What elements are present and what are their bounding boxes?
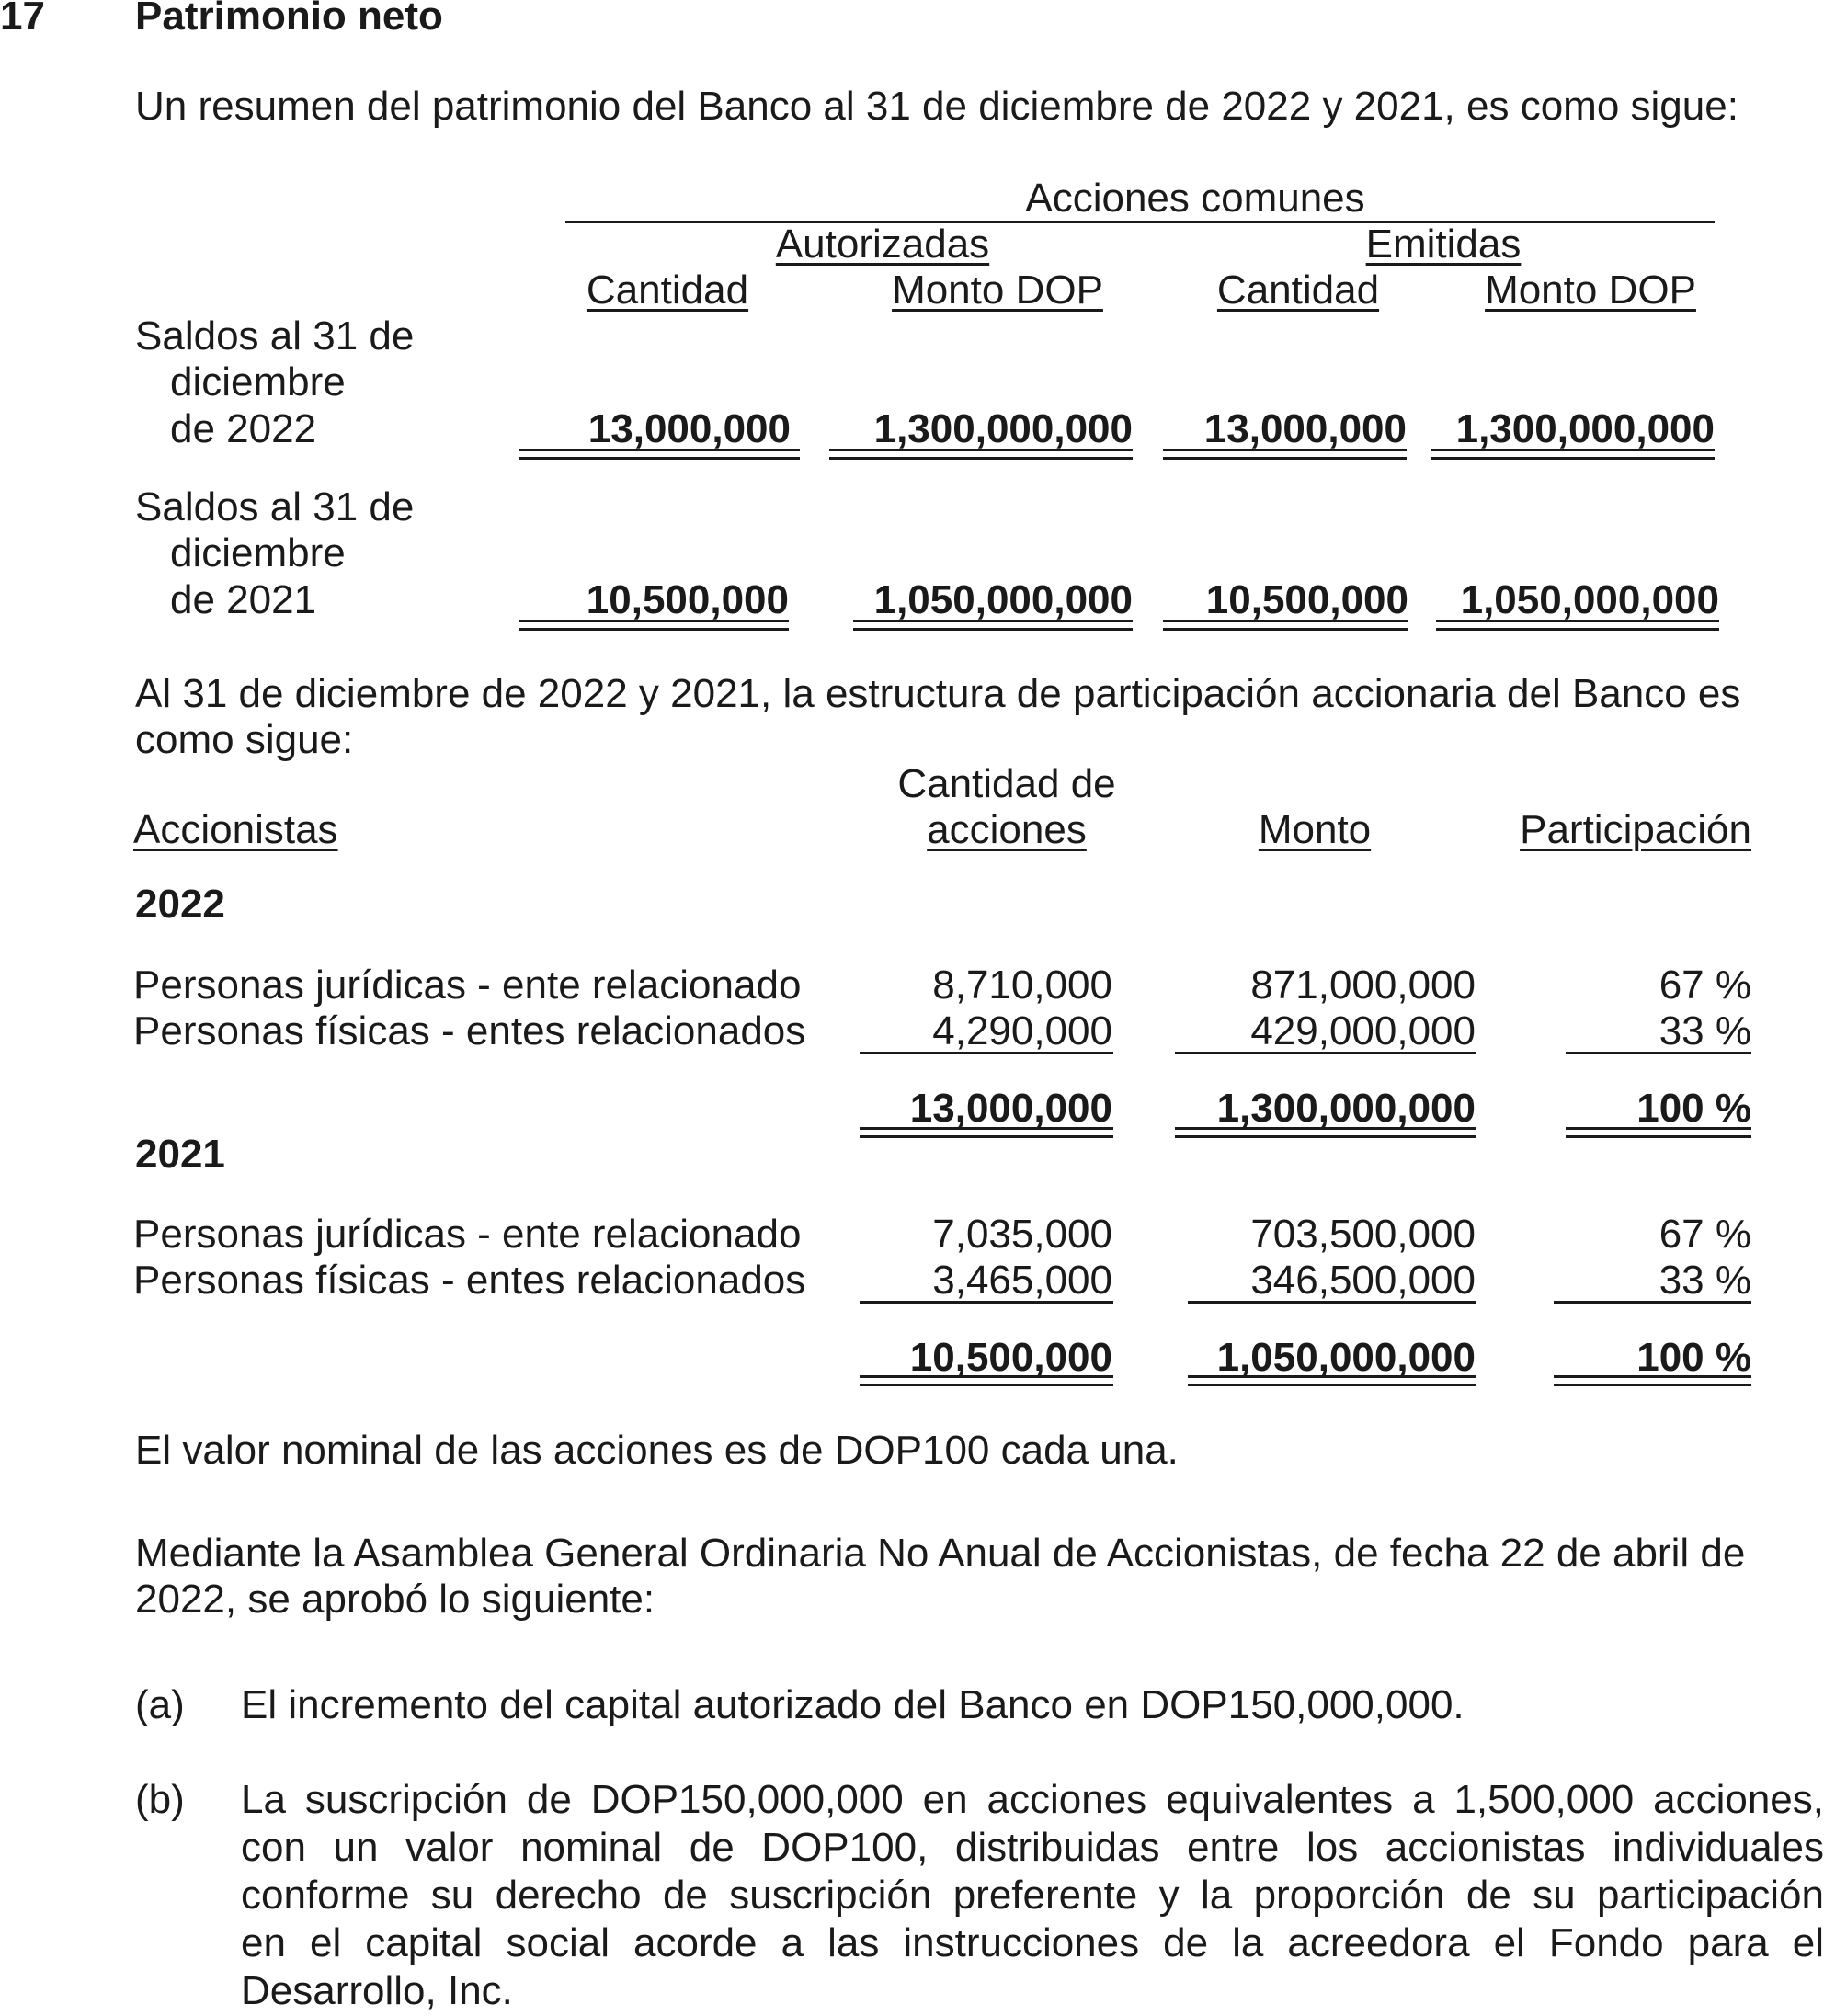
- value-cantidad-emitidas: 10,500,000: [1205, 577, 1408, 622]
- amount-value: 703,500,000: [1250, 1212, 1476, 1257]
- nominal-value-paragraph: El valor nominal de las acciones es de DOP100 cada una.: [135, 1428, 1179, 1473]
- total-shares: 13,000,000: [909, 1086, 1112, 1131]
- text-line: con un valor nominal de DOP100, distribuidas entre los accionistas individuales: [241, 1825, 1824, 1870]
- subgroup-autorizadas: Autorizadas: [775, 222, 990, 267]
- section-number: 17: [0, 0, 45, 39]
- list-item-text: [241, 1776, 1824, 2015]
- pct-value: 33 %: [1659, 1008, 1751, 1054]
- text-line: en el capital social acorde a las instrucciones de la acreedora el Fondo para el: [241, 1920, 1824, 1965]
- section-title: Patrimonio neto: [135, 0, 443, 39]
- value-monto-autorizadas: 1,300,000,000: [873, 406, 1133, 451]
- value-cantidad-autorizadas: 10,500,000: [586, 577, 789, 622]
- row-label-line-1: Saldos al 31 de: [135, 313, 415, 359]
- double-rule: [860, 1127, 1113, 1138]
- double-rule: [853, 620, 1133, 631]
- text-line: conforme su derecho de suscripción preferente y la proporción de su participación: [241, 1873, 1824, 1918]
- row-label-line-2: diciembre: [170, 359, 346, 404]
- shares-value: 3,465,000: [932, 1258, 1112, 1303]
- shareholder-name: Personas físicas - entes relacionados: [133, 1258, 806, 1303]
- double-rule: [1566, 1127, 1751, 1138]
- double-rule: [1163, 620, 1408, 631]
- value-cantidad-autorizadas: 13,000,000: [587, 406, 791, 451]
- intro-paragraph: Un resumen del patrimonio del Banco al 31 de diciembre de 2022 y 2021, es como sigue:: [135, 84, 1738, 129]
- value-monto-autorizadas: 1,050,000,000: [873, 577, 1133, 622]
- total-pct: 100 %: [1636, 1335, 1751, 1380]
- total-pct: 100 %: [1636, 1086, 1751, 1131]
- double-rule: [1188, 1375, 1476, 1386]
- shareholder-name: Personas jurídicas - ente relacionado: [133, 1212, 802, 1257]
- shareholder-name: Personas físicas - entes relacionados: [133, 1008, 806, 1054]
- value-monto-emitidas: 1,300,000,000: [1455, 406, 1715, 451]
- subtotal-rule: [1566, 1052, 1751, 1054]
- shares-value: 7,035,000: [932, 1212, 1112, 1257]
- year-2022: 2022: [135, 882, 225, 927]
- pct-value: 67 %: [1659, 1212, 1751, 1257]
- structure-intro-line-1: Al 31 de diciembre de 2022 y 2021, la estructura de participación accionaria del Banco es: [135, 671, 1741, 716]
- amount-value: 346,500,000: [1250, 1258, 1476, 1303]
- assembly-line-1: Mediante la Asamblea General Ordinaria No Anual de Accionistas, de fecha 22 de abril de: [135, 1531, 1746, 1576]
- double-rule: [1175, 1127, 1476, 1138]
- column-header-cantidad-emitidas: Cantidad: [1216, 268, 1380, 313]
- pct-value: 33 %: [1659, 1258, 1751, 1303]
- value-monto-emitidas: 1,050,000,000: [1460, 577, 1719, 622]
- double-rule: [519, 449, 800, 460]
- header-cantidad-line-2: acciones: [927, 807, 1087, 852]
- amount-value: 429,000,000: [1250, 1008, 1476, 1054]
- assembly-line-2: 2022, se aprobó lo siguiente:: [135, 1577, 656, 1622]
- list-item-label: (b): [135, 1777, 185, 1822]
- double-rule: [1436, 620, 1719, 631]
- list-item-text: El incremento del capital autorizado del Banco en DOP150,000,000.: [241, 1682, 1465, 1727]
- double-rule: [1431, 449, 1715, 460]
- shares-value: 8,710,000: [932, 962, 1112, 1008]
- total-amount: 1,050,000,000: [1216, 1335, 1476, 1380]
- structure-intro-line-2: como sigue:: [135, 717, 354, 762]
- header-participacion: Participación: [1520, 807, 1751, 852]
- text-line: Desarrollo, Inc.: [241, 1968, 513, 2013]
- subtotal-rule: [860, 1301, 1113, 1304]
- double-rule: [1554, 1375, 1751, 1386]
- year-2021: 2021: [135, 1132, 225, 1177]
- subtotal-rule: [1554, 1301, 1751, 1304]
- double-rule: [860, 1375, 1113, 1386]
- text-line: La suscripción de DOP150,000,000 en acciones equivalentes a 1,500,000 acciones,: [241, 1777, 1824, 1822]
- column-header-monto-emitidas: Monto DOP: [1485, 268, 1696, 313]
- double-rule: [829, 449, 1133, 460]
- subtotal-rule: [1188, 1301, 1476, 1304]
- header-accionistas: Accionistas: [133, 807, 338, 852]
- subtotal-rule: [1175, 1052, 1476, 1054]
- column-header-cantidad-autorizadas: Cantidad: [586, 268, 749, 313]
- list-item-label: (a): [135, 1682, 185, 1727]
- double-rule: [1163, 449, 1407, 460]
- total-shares: 10,500,000: [909, 1335, 1112, 1380]
- row-label-line-3: de 2022: [170, 406, 317, 451]
- subtotal-rule: [860, 1052, 1113, 1054]
- pct-value: 67 %: [1659, 962, 1751, 1008]
- row-label-line-1: Saldos al 31 de: [135, 484, 415, 530]
- subgroup-emitidas: Emitidas: [1365, 222, 1522, 267]
- shareholder-name: Personas jurídicas - ente relacionado: [133, 962, 802, 1008]
- column-header-monto-autorizadas: Monto DOP: [892, 268, 1103, 313]
- double-rule: [519, 620, 789, 631]
- row-label-line-3: de 2021: [170, 577, 317, 622]
- value-cantidad-emitidas: 13,000,000: [1203, 406, 1407, 451]
- total-amount: 1,300,000,000: [1216, 1086, 1476, 1131]
- row-label-line-2: diciembre: [170, 530, 346, 575]
- header-cantidad-line-1: Cantidad de: [897, 761, 1116, 806]
- amount-value: 871,000,000: [1250, 962, 1476, 1008]
- header-monto: Monto: [1258, 807, 1372, 852]
- group-header-acciones-comunes: Acciones comunes: [1025, 176, 1365, 221]
- shares-value: 4,290,000: [932, 1008, 1112, 1054]
